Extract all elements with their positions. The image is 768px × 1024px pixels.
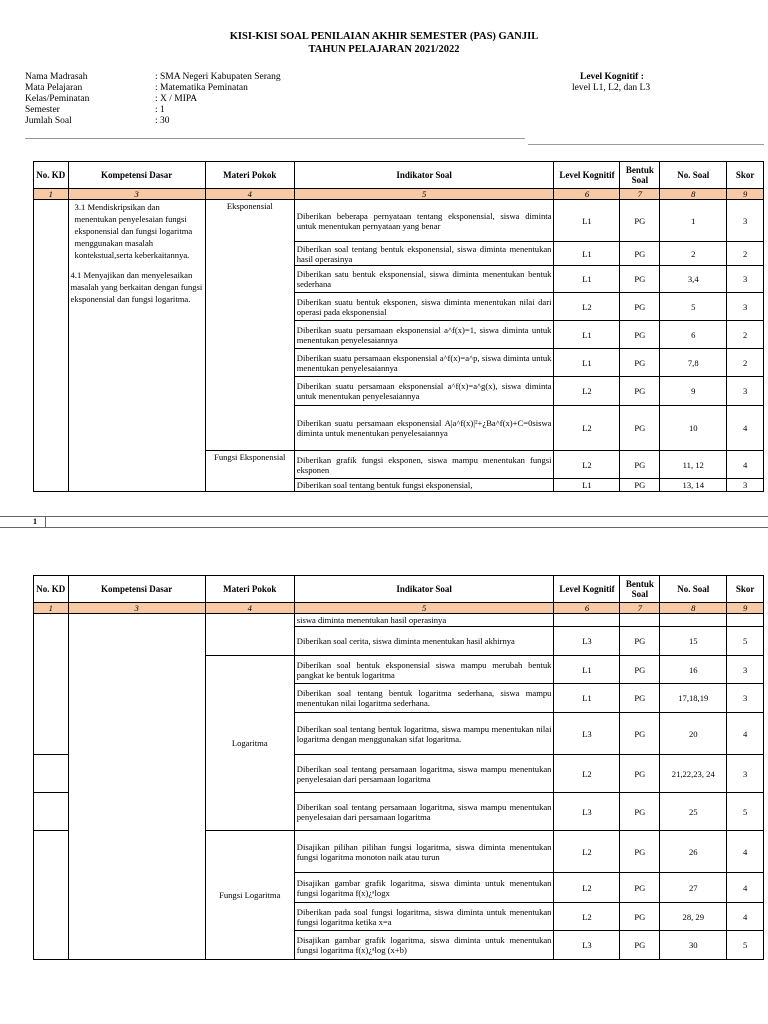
table-row bbox=[34, 614, 764, 627]
indikator-cell: Diberikan soal tentang persamaan logaritma, siswa mampu menentukan penyelesaian dari persamaan logaritma bbox=[294, 755, 554, 793]
table-header-row bbox=[34, 576, 764, 603]
col-header: Level Kognitif bbox=[554, 576, 620, 603]
bentuk-cell: PG bbox=[620, 293, 660, 321]
bentuk-cell: PG bbox=[620, 377, 660, 406]
col-header: Materi Pokok bbox=[205, 576, 294, 603]
level-cell: L3 bbox=[554, 793, 620, 831]
col-number: 3 bbox=[68, 189, 205, 200]
col-header: Bentuk Soal bbox=[620, 576, 660, 603]
page-number: 1 bbox=[25, 517, 46, 527]
indikator-cell: Diberikan soal cerita, siswa diminta menentukan hasil akhirnya bbox=[294, 627, 554, 656]
col-header: Kompetensi Dasar bbox=[68, 576, 205, 603]
indikator-cell: Diberikan grafik fungsi eksponen, siswa mampu menentukan fungsi eksponen bbox=[294, 451, 554, 479]
level-cell: L2 bbox=[554, 377, 620, 406]
indikator-cell: Diberikan pada soal fungsi logaritma, siswa diminta untuk menentukan fungsi logaritma ketika x=a bbox=[294, 903, 554, 931]
kisi-table-page-2 bbox=[33, 575, 764, 960]
indikator-cell: Disajikan gambar grafik logaritma, siswa diminta untuk menentukan fungsi logaritma f(x)¿ᵃlogx bbox=[294, 873, 554, 903]
indikator-cell: Diberikan soal bentuk eksponensial siswa mampu merubah bentuk pangkat ke bentuk logaritma bbox=[294, 656, 554, 684]
col-header: Indikator Soal bbox=[294, 576, 554, 603]
meta-row bbox=[25, 83, 281, 94]
level-kognitif-value: level L1, L2, dan L3 bbox=[572, 83, 651, 93]
col-number: 5 bbox=[294, 189, 554, 200]
bentuk-cell: PG bbox=[620, 684, 660, 713]
document-title: KISI-KISI SOAL PENILAIAN AKHIR SEMESTER (PAS) GANJIL bbox=[229, 31, 539, 42]
no-kd-cell bbox=[34, 793, 69, 831]
skor-cell: 2 bbox=[727, 321, 764, 349]
level-cell bbox=[554, 614, 620, 627]
col-number: 1 bbox=[34, 603, 69, 614]
meta-value: : SMA Negeri Kabupaten Serang bbox=[155, 72, 281, 82]
column-number-row bbox=[34, 189, 764, 200]
skor-cell bbox=[727, 614, 764, 627]
col-number: 4 bbox=[205, 189, 294, 200]
col-header: Kompetensi Dasar bbox=[68, 162, 205, 189]
indikator-cell: Diberikan soal tentang persamaan logaritma, siswa mampu menentukan penyelesaian dari persamaan logaritma bbox=[294, 793, 554, 831]
col-number: 7 bbox=[620, 189, 660, 200]
skor-cell: 3 bbox=[727, 755, 764, 793]
bentuk-cell: PG bbox=[620, 406, 660, 451]
materi-cell bbox=[205, 614, 294, 656]
bentuk-cell: PG bbox=[620, 793, 660, 831]
kd-3-1: 3.1 Mendiskripsikan dan menentukan penyelesaian fungsi eksponensial dan fungsi logaritma menggunakan masalah kontekstual,serta keberkaitannya. bbox=[74, 202, 193, 260]
indikator-cell: Diberikan beberapa pernyataan tentang eksponensial, siswa diminta untuk menentukan pernyataan yang benar bbox=[294, 200, 554, 242]
level-cell: L2 bbox=[554, 293, 620, 321]
skor-cell: 2 bbox=[727, 349, 764, 377]
col-header: No. KD bbox=[34, 162, 69, 189]
col-number: 1 bbox=[34, 189, 69, 200]
no-soal-cell: 17,18,19 bbox=[660, 684, 727, 713]
bentuk-cell: PG bbox=[620, 713, 660, 755]
no-soal-cell: 30 bbox=[660, 931, 727, 960]
level-cell: L1 bbox=[554, 684, 620, 713]
indikator-cell: Diberikan satu bentuk eksponensial, siswa diminta menentukan bentuk sederhana bbox=[294, 266, 554, 293]
no-soal-cell: 11, 12 bbox=[660, 451, 727, 479]
no-soal-cell: 1 bbox=[660, 200, 727, 242]
col-header: Skor bbox=[727, 576, 764, 603]
col-number: 7 bbox=[620, 603, 660, 614]
meta-row bbox=[25, 116, 281, 127]
no-soal-cell: 27 bbox=[660, 873, 727, 903]
level-cell: L2 bbox=[554, 451, 620, 479]
meta-key: Mata Pelajaran bbox=[25, 83, 83, 93]
indikator-cell: Diberikan soal tentang bentuk fungsi eksponensial, bbox=[294, 479, 554, 492]
col-number: 6 bbox=[554, 603, 620, 614]
col-header: No. KD bbox=[34, 576, 69, 603]
no-kd-cell bbox=[34, 614, 69, 755]
indikator-cell: Diberikan suatu persamaan eksponensial A|a^f(x)|²+¿Ba^f(x)+C=0siswa diminta untuk menentukan penyelesaiannya bbox=[294, 406, 554, 451]
bentuk-cell: PG bbox=[620, 656, 660, 684]
bentuk-cell: PG bbox=[620, 873, 660, 903]
col-number: 9 bbox=[727, 189, 764, 200]
no-soal-cell: 25 bbox=[660, 793, 727, 831]
level-cell: L3 bbox=[554, 627, 620, 656]
level-cell: L2 bbox=[554, 755, 620, 793]
no-soal-cell: 5 bbox=[660, 293, 727, 321]
col-number: 9 bbox=[727, 603, 764, 614]
skor-cell: 5 bbox=[727, 627, 764, 656]
kompetensi-dasar-cell bbox=[68, 200, 205, 492]
bentuk-cell bbox=[620, 614, 660, 627]
meta-row bbox=[25, 72, 281, 83]
bentuk-cell: PG bbox=[620, 242, 660, 266]
level-kognitif-title: Level Kognitif : bbox=[580, 72, 644, 82]
bentuk-cell: PG bbox=[620, 321, 660, 349]
level-cell: L1 bbox=[554, 266, 620, 293]
meta-key: Nama Madrasah bbox=[25, 72, 88, 82]
no-kd-cell bbox=[34, 831, 69, 960]
meta-key: Kelas/Peminatan bbox=[25, 94, 90, 104]
col-number: 3 bbox=[68, 603, 205, 614]
no-soal-cell: 16 bbox=[660, 656, 727, 684]
skor-cell: 4 bbox=[727, 406, 764, 451]
col-header: Indikator Soal bbox=[294, 162, 554, 189]
indikator-cell: Disajikan pilihan pilihan fungsi logaritma, siswa diminta menentukan fungsi logaritma monoton naik atau turun bbox=[294, 831, 554, 873]
col-header: No. Soal bbox=[660, 162, 727, 189]
skor-cell: 4 bbox=[727, 831, 764, 873]
no-soal-cell: 10 bbox=[660, 406, 727, 451]
divider bbox=[528, 144, 764, 145]
skor-cell: 5 bbox=[727, 793, 764, 831]
indikator-cell: Diberikan soal tentang bentuk logaritma, siswa mampu menentukan nilai logaritma dengan menggunakan sifat logaritma. bbox=[294, 713, 554, 755]
bentuk-cell: PG bbox=[620, 266, 660, 293]
meta-key: Jumlah Soal bbox=[25, 116, 72, 126]
col-header: No. Soal bbox=[660, 576, 727, 603]
materi-cell: Fungsi Eksponensial bbox=[205, 451, 294, 492]
skor-cell: 4 bbox=[727, 451, 764, 479]
meta-value: : Matematika Peminatan bbox=[155, 83, 248, 93]
bentuk-cell: PG bbox=[620, 349, 660, 377]
meta-row bbox=[25, 94, 281, 105]
bentuk-cell: PG bbox=[620, 931, 660, 960]
indikator-cell: Diberikan soal tentang bentuk eksponensial, siswa diminta menentukan hasil operasinya bbox=[294, 242, 554, 266]
bentuk-cell: PG bbox=[620, 200, 660, 242]
kd-4-1: 4.1 Menyajikan dan menyelesaikan masalah yang berkaitan dengan fungsi eksponensial dan fungsi logaritma. bbox=[70, 270, 203, 304]
level-kognitif-block bbox=[572, 72, 650, 94]
materi-cell: Fungsi Logaritma bbox=[205, 831, 294, 960]
skor-cell: 2 bbox=[727, 242, 764, 266]
level-cell: L2 bbox=[554, 831, 620, 873]
level-cell: L1 bbox=[554, 656, 620, 684]
kisi-table-page-1 bbox=[33, 161, 764, 492]
divider bbox=[25, 138, 525, 139]
skor-cell: 5 bbox=[727, 931, 764, 960]
kompetensi-dasar-cell bbox=[68, 614, 205, 960]
col-number: 6 bbox=[554, 189, 620, 200]
table-row bbox=[34, 200, 764, 242]
col-header: Bentuk Soal bbox=[620, 162, 660, 189]
bentuk-cell: PG bbox=[620, 451, 660, 479]
meta-value: : 1 bbox=[155, 105, 165, 115]
meta-key: Semester bbox=[25, 105, 60, 115]
skor-cell: 3 bbox=[727, 200, 764, 242]
no-soal-cell bbox=[660, 614, 727, 627]
col-number: 8 bbox=[660, 603, 727, 614]
bentuk-cell: PG bbox=[620, 755, 660, 793]
table-header-row bbox=[34, 162, 764, 189]
no-soal-cell: 21,22,23, 24 bbox=[660, 755, 727, 793]
level-cell: L1 bbox=[554, 242, 620, 266]
no-kd-cell bbox=[34, 200, 69, 492]
bentuk-cell: PG bbox=[620, 831, 660, 873]
no-soal-cell: 20 bbox=[660, 713, 727, 755]
bentuk-cell: PG bbox=[620, 627, 660, 656]
materi-cell: Logaritma bbox=[205, 656, 294, 831]
level-cell: L1 bbox=[554, 200, 620, 242]
level-cell: L3 bbox=[554, 713, 620, 755]
col-number: 4 bbox=[205, 603, 294, 614]
indikator-cell: siswa diminta menentukan hasil operasinya bbox=[294, 614, 554, 627]
level-cell: L1 bbox=[554, 479, 620, 492]
skor-cell: 4 bbox=[727, 713, 764, 755]
no-soal-cell: 3,4 bbox=[660, 266, 727, 293]
no-soal-cell: 6 bbox=[660, 321, 727, 349]
skor-cell: 3 bbox=[727, 293, 764, 321]
indikator-cell: Diberikan suatu persamaan eksponensial a^f(x)=1, siswa diminta untuk menentukan penyelesaiannya bbox=[294, 321, 554, 349]
indikator-cell: Diberikan soal tentang bentuk logaritma sederhana, siswa mampu menentukan nilai logaritma sederhana. bbox=[294, 684, 554, 713]
page-footer bbox=[0, 516, 768, 528]
indikator-cell: Diberikan suatu persamaan eksponensial a^f(x)=a^g(x), siswa diminta untuk menentukan penyelesaiannya bbox=[294, 377, 554, 406]
no-soal-cell: 9 bbox=[660, 377, 727, 406]
document-subtitle: TAHUN PELAJARAN 2021/2022 bbox=[308, 44, 460, 55]
skor-cell: 3 bbox=[727, 684, 764, 713]
col-number: 8 bbox=[660, 189, 727, 200]
meta-row bbox=[25, 105, 281, 116]
no-soal-cell: 7,8 bbox=[660, 349, 727, 377]
identity-block bbox=[25, 72, 281, 127]
level-cell: L1 bbox=[554, 349, 620, 377]
col-header: Materi Pokok bbox=[205, 162, 294, 189]
bentuk-cell: PG bbox=[620, 479, 660, 492]
skor-cell: 3 bbox=[727, 377, 764, 406]
skor-cell: 3 bbox=[727, 479, 764, 492]
no-soal-cell: 15 bbox=[660, 627, 727, 656]
indikator-cell: Diberikan suatu bentuk eksponen, siswa diminta menentukan nilai dari operasi pada eksponensial bbox=[294, 293, 554, 321]
no-soal-cell: 26 bbox=[660, 831, 727, 873]
no-soal-cell: 13, 14 bbox=[660, 479, 727, 492]
column-number-row bbox=[34, 603, 764, 614]
col-header: Level Kognitif bbox=[554, 162, 620, 189]
skor-cell: 4 bbox=[727, 873, 764, 903]
level-cell: L1 bbox=[554, 321, 620, 349]
bentuk-cell: PG bbox=[620, 903, 660, 931]
level-cell: L2 bbox=[554, 873, 620, 903]
no-soal-cell: 2 bbox=[660, 242, 727, 266]
skor-cell: 3 bbox=[727, 656, 764, 684]
indikator-cell: Disajikan gambar grafik logaritma, siswa diminta untuk menentukan fungsi logaritma f(x)¿ᵃlog (x+b) bbox=[294, 931, 554, 960]
indikator-cell: Diberikan suatu persamaan eksponensial a^f(x)=a^p, siswa diminta untuk menentukan penyelesaiannya bbox=[294, 349, 554, 377]
meta-value: : 30 bbox=[155, 116, 170, 126]
skor-cell: 3 bbox=[727, 266, 764, 293]
skor-cell: 4 bbox=[727, 903, 764, 931]
level-cell: L3 bbox=[554, 931, 620, 960]
meta-value: : X / MIPA bbox=[155, 94, 198, 104]
no-kd-cell bbox=[34, 755, 69, 793]
col-header: Skor bbox=[727, 162, 764, 189]
materi-cell: Eksponensial bbox=[205, 200, 294, 451]
col-number: 5 bbox=[294, 603, 554, 614]
level-cell: L2 bbox=[554, 903, 620, 931]
level-cell: L2 bbox=[554, 406, 620, 451]
no-soal-cell: 28, 29 bbox=[660, 903, 727, 931]
